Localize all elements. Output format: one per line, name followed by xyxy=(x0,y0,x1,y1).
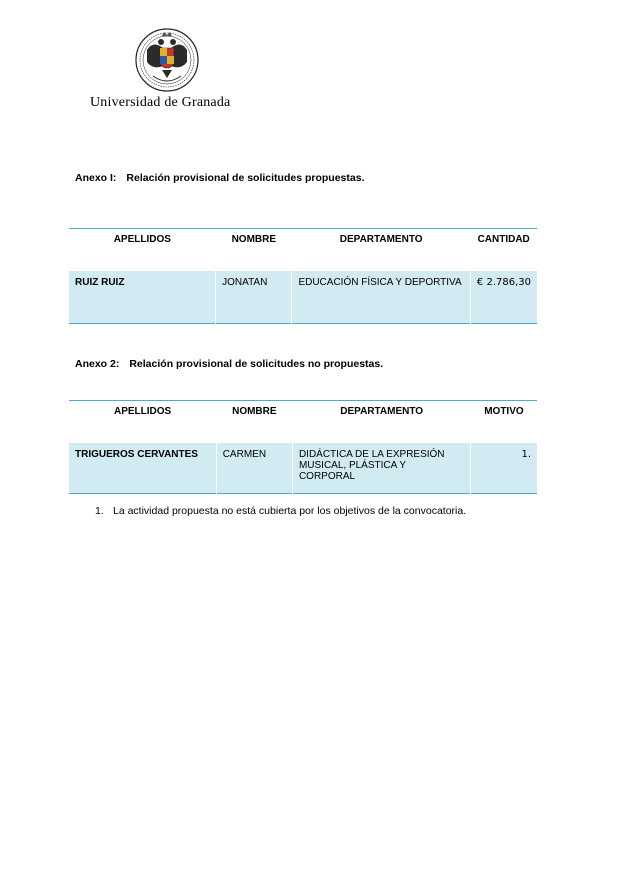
annex2-col-departamento: DEPARTAMENTO xyxy=(340,406,424,417)
annex2-cell-apellidos: TRIGUEROS CERVANTES xyxy=(75,449,198,460)
annex1-cell-cantidad: € 2.786,30 xyxy=(470,271,537,323)
table-row xyxy=(69,271,537,323)
annex2-col-apellidos: APELLIDOS xyxy=(113,406,172,417)
annex2-title: Relación provisional de solicitudes no propuestas. xyxy=(129,358,384,370)
annex1-col-nombre: NOMBRE xyxy=(231,234,277,245)
annex1-col-cantidad: CANTIDAD xyxy=(477,234,530,245)
annex1-cell-apellidos: RUIZ RUIZ xyxy=(75,277,125,288)
annex2-label: Anexo 2: xyxy=(75,358,120,370)
annex1-title: Relación provisional de solicitudes propuestas. xyxy=(126,172,365,184)
annex1-cell-departamento: EDUCACIÓN FÍSICA Y DEPORTIVA xyxy=(292,271,470,323)
annex2-heading xyxy=(75,358,383,370)
footnote-text: La actividad propuesta no está cubierta por los objetivos de la convocatoria. xyxy=(113,505,467,517)
annex1-cell-nombre: JONATAN xyxy=(216,271,292,323)
annex1-header-row xyxy=(69,229,537,272)
annex2-col-motivo: MOTIVO xyxy=(484,406,524,417)
footnote-number: 1. xyxy=(95,505,104,517)
annex2-cell-departamento: DIDÁCTICA DE LA EXPRESIÓN MUSICAL, PLÁSTICA Y CORPORAL xyxy=(292,443,470,493)
annex1-col-departamento: DEPARTAMENTO xyxy=(339,234,423,245)
annex2-col-nombre: NOMBRE xyxy=(232,406,277,417)
annex1-table xyxy=(69,228,537,324)
annex2-header-row xyxy=(69,401,537,444)
university-crest-logo xyxy=(133,26,201,96)
annex2-cell-nombre: CARMEN xyxy=(216,443,292,493)
annex1-col-apellidos: APELLIDOS xyxy=(113,234,171,245)
annex1-heading xyxy=(75,172,364,184)
annex2-table xyxy=(69,400,537,494)
annex1-label: Anexo I: xyxy=(75,172,117,184)
footnote xyxy=(95,505,466,517)
table-row xyxy=(69,443,537,493)
university-name: Universidad de Granada xyxy=(90,95,231,110)
annex2-cell-motivo: 1. xyxy=(471,443,537,493)
